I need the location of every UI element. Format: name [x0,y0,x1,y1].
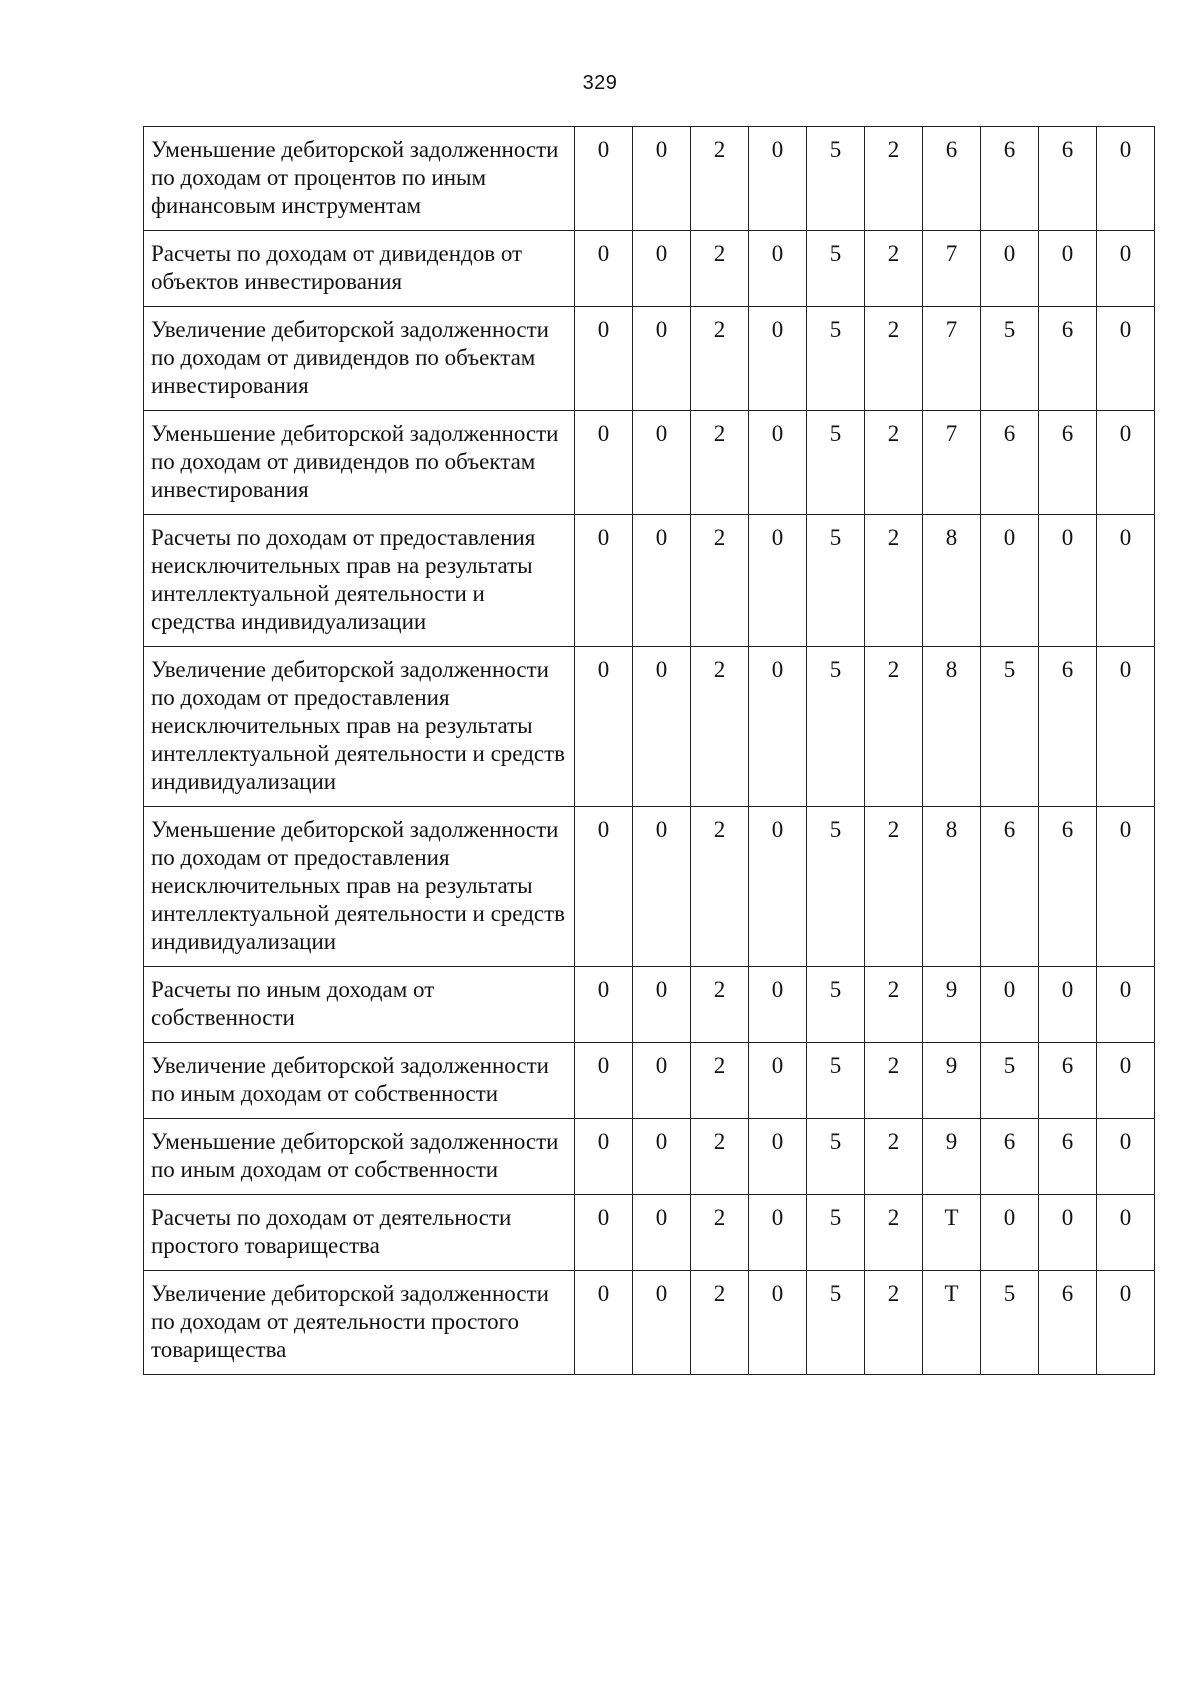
page-number: 329 [582,72,618,94]
code-digit-cell: 9 [923,1119,981,1195]
code-digit-cell: 5 [807,515,865,647]
code-digit-cell: 5 [807,647,865,807]
code-digit-cell: 0 [633,1195,691,1271]
code-digit-cell: 2 [865,127,923,231]
account-name-cell: Увеличение дебиторской задолженности по доходам от дивидендов по объектам инвестирования [144,307,575,411]
code-digit-cell: 0 [575,411,633,515]
code-digit-cell: 0 [749,1195,807,1271]
code-digit-cell: 5 [807,1271,865,1375]
code-digit-cell: 6 [1039,1043,1097,1119]
code-digit-cell: 6 [1039,1119,1097,1195]
code-digit-cell: Т [923,1271,981,1375]
code-digit-cell: 5 [981,1043,1039,1119]
code-digit-cell: 2 [691,807,749,967]
code-digit-cell: 5 [807,127,865,231]
code-digit-cell: 2 [865,1043,923,1119]
code-digit-cell: 0 [633,411,691,515]
code-digit-cell: 2 [691,967,749,1043]
code-digit-cell: 0 [633,967,691,1043]
code-digit-cell: 2 [691,411,749,515]
table-row [144,647,1155,807]
account-name-cell: Увеличение дебиторской задолженности по иным доходам от собственности [144,1043,575,1119]
code-digit-cell: 2 [865,1195,923,1271]
code-digit-cell: 2 [865,807,923,967]
code-digit-cell: 2 [865,231,923,307]
code-digit-cell: 0 [1097,647,1155,807]
code-digit-cell: 0 [575,1271,633,1375]
code-digit-cell: 2 [691,307,749,411]
code-digit-cell: 7 [923,307,981,411]
code-digit-cell: 6 [1039,807,1097,967]
code-digit-cell: 5 [807,807,865,967]
code-digit-cell: 6 [1039,411,1097,515]
account-name-cell: Увеличение дебиторской задолженности по доходам от предоставления неисключительных прав на результаты интеллектуальной деятельности и средств индивидуализации [144,647,575,807]
code-digit-cell: 2 [865,411,923,515]
code-digit-cell: 5 [807,411,865,515]
code-digit-cell: 6 [1039,647,1097,807]
account-name-cell: Расчеты по иным доходам от собственности [144,967,575,1043]
code-digit-cell: 0 [981,967,1039,1043]
account-name-cell: Уменьшение дебиторской задолженности по доходам от предоставления неисключительных прав на результаты интеллектуальной деятельности и средств индивидуализации [144,807,575,967]
table-row [144,1119,1155,1195]
code-digit-cell: 0 [575,231,633,307]
account-name-cell: Расчеты по доходам от предоставления неисключительных прав на результаты интеллектуальной деятельности и средства индивидуализации [144,515,575,647]
code-digit-cell: 2 [691,515,749,647]
code-digit-cell: 6 [981,807,1039,967]
code-digit-cell: 2 [691,231,749,307]
code-digit-cell: 5 [807,1043,865,1119]
code-digit-cell: 2 [691,1271,749,1375]
code-digit-cell: 5 [807,1119,865,1195]
code-digit-cell: 0 [575,647,633,807]
code-digit-cell: 0 [1097,1195,1155,1271]
code-digit-cell: 0 [575,807,633,967]
code-digit-cell: 5 [981,307,1039,411]
code-digit-cell: 0 [1097,515,1155,647]
table-row [144,515,1155,647]
code-digit-cell: 0 [749,127,807,231]
code-digit-cell: 0 [1097,1119,1155,1195]
code-digit-cell: 0 [1097,1043,1155,1119]
code-digit-cell: 0 [749,515,807,647]
code-digit-cell: 2 [865,1119,923,1195]
code-digit-cell: 0 [749,411,807,515]
code-digit-cell: 2 [691,647,749,807]
code-digit-cell: 8 [923,647,981,807]
code-digit-cell: 0 [1097,307,1155,411]
code-digit-cell: 0 [1097,231,1155,307]
code-digit-cell: 2 [865,967,923,1043]
code-digit-cell: 0 [633,1271,691,1375]
code-digit-cell: 6 [1039,1271,1097,1375]
code-digit-cell: 0 [749,231,807,307]
code-digit-cell: 0 [749,1119,807,1195]
table-row [144,127,1155,231]
code-digit-cell: 0 [575,1043,633,1119]
table-row [144,967,1155,1043]
table-row [144,307,1155,411]
code-digit-cell: 0 [1097,967,1155,1043]
code-digit-cell: 0 [981,231,1039,307]
code-digit-cell: 2 [865,307,923,411]
code-digit-cell: 0 [633,127,691,231]
code-digit-cell: 0 [633,1119,691,1195]
account-name-cell: Увеличение дебиторской задолженности по доходам от деятельности простого товарищества [144,1271,575,1375]
code-digit-cell: 5 [807,967,865,1043]
account-name-cell: Уменьшение дебиторской задолженности по доходам от процентов по иным финансовым инструментам [144,127,575,231]
code-digit-cell: 7 [923,411,981,515]
code-digit-cell: 6 [1039,127,1097,231]
code-digit-cell: 6 [981,1119,1039,1195]
code-digit-cell: 6 [981,127,1039,231]
code-digit-cell: 8 [923,515,981,647]
code-digit-cell: 0 [1039,231,1097,307]
code-digit-cell: 2 [691,127,749,231]
code-digit-cell: Т [923,1195,981,1271]
code-digit-cell: 0 [633,807,691,967]
code-digit-cell: 0 [1039,967,1097,1043]
code-digit-cell: 9 [923,967,981,1043]
code-digit-cell: 5 [807,1195,865,1271]
table-row [144,1195,1155,1271]
code-digit-cell: 2 [691,1195,749,1271]
code-digit-cell: 5 [807,231,865,307]
code-digit-cell: 0 [633,647,691,807]
code-digit-cell: 0 [575,127,633,231]
account-name-cell: Уменьшение дебиторской задолженности по доходам от дивидендов по объектам инвестирования [144,411,575,515]
code-digit-cell: 0 [1097,411,1155,515]
code-digit-cell: 0 [1097,1271,1155,1375]
code-digit-cell: 0 [749,1271,807,1375]
code-digit-cell: 0 [633,1043,691,1119]
table-row [144,807,1155,967]
code-digit-cell: 0 [575,307,633,411]
code-digit-cell: 5 [981,1271,1039,1375]
code-digit-cell: 0 [575,967,633,1043]
table-row [144,231,1155,307]
code-digit-cell: 2 [865,647,923,807]
code-digit-cell: 0 [749,967,807,1043]
code-digit-cell: 6 [923,127,981,231]
code-digit-cell: 0 [749,307,807,411]
code-digit-cell: 0 [1039,515,1097,647]
code-digit-cell: 0 [981,1195,1039,1271]
code-digit-cell: 0 [1097,127,1155,231]
code-digit-cell: 0 [633,307,691,411]
code-digit-cell: 2 [865,1271,923,1375]
code-digit-cell: 0 [749,807,807,967]
table-row [144,1271,1155,1375]
code-digit-cell: 0 [981,515,1039,647]
code-digit-cell: 0 [575,515,633,647]
code-digit-cell: 0 [749,1043,807,1119]
code-digit-cell: 9 [923,1043,981,1119]
code-digit-cell: 5 [981,647,1039,807]
accounts-table [143,126,1155,1375]
code-digit-cell: 0 [633,515,691,647]
account-name-cell: Расчеты по доходам от деятельности простого товарищества [144,1195,575,1271]
code-digit-cell: 0 [633,231,691,307]
table-row [144,411,1155,515]
code-digit-cell: 5 [807,307,865,411]
code-digit-cell: 0 [575,1195,633,1271]
code-digit-cell: 7 [923,231,981,307]
code-digit-cell: 2 [691,1119,749,1195]
code-digit-cell: 0 [1097,807,1155,967]
code-digit-cell: 0 [575,1119,633,1195]
code-digit-cell: 2 [865,515,923,647]
table-row [144,1043,1155,1119]
code-digit-cell: 6 [1039,307,1097,411]
code-digit-cell: 0 [1039,1195,1097,1271]
code-digit-cell: 8 [923,807,981,967]
account-name-cell: Расчеты по доходам от дивидендов от объектов инвестирования [144,231,575,307]
code-digit-cell: 6 [981,411,1039,515]
account-name-cell: Уменьшение дебиторской задолженности по иным доходам от собственности [144,1119,575,1195]
code-digit-cell: 0 [749,647,807,807]
table-body [144,127,1155,1375]
code-digit-cell: 2 [691,1043,749,1119]
